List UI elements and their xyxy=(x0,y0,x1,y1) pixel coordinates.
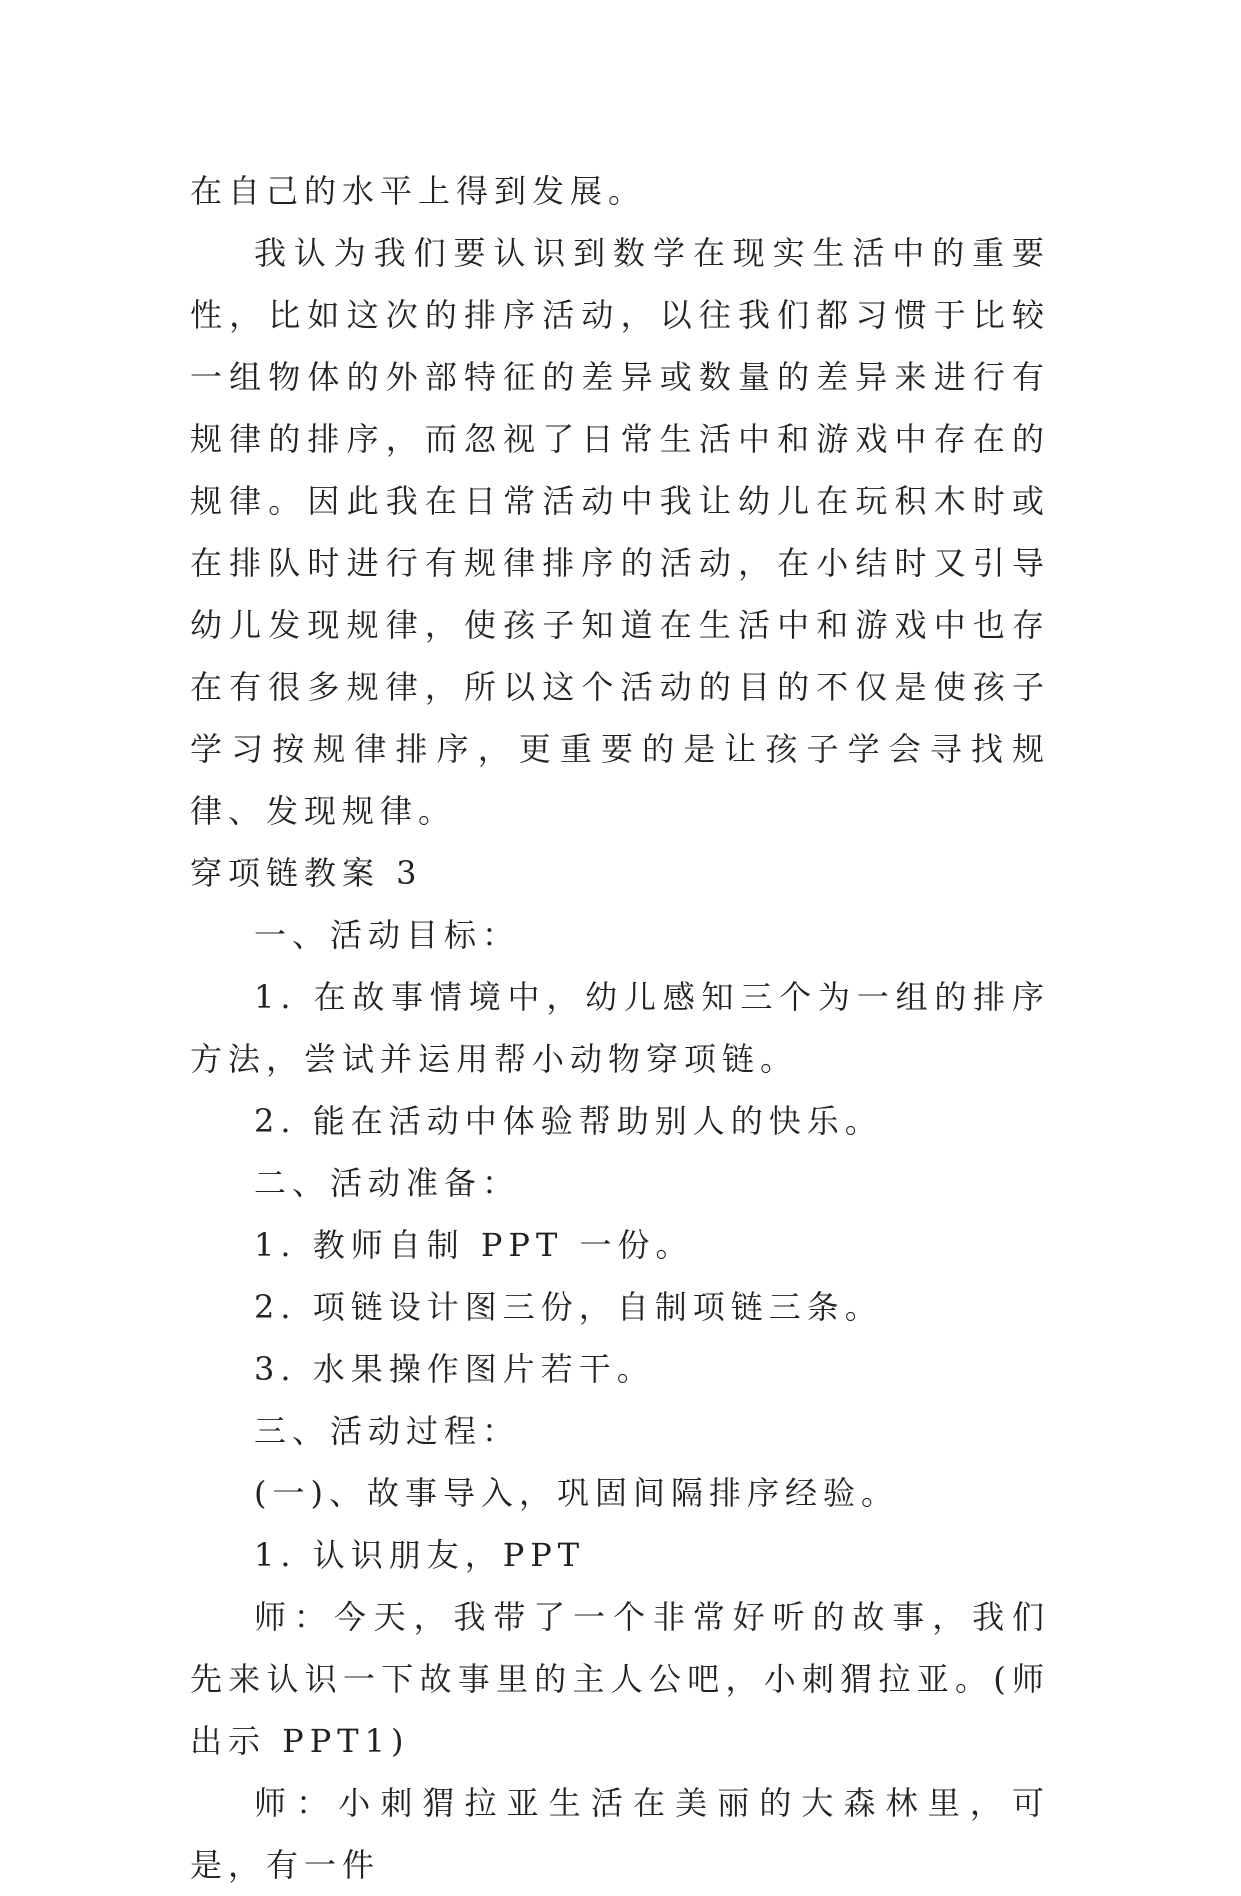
paragraph: 2. 项链设计图三份，自制项链三条。 xyxy=(254,1288,883,1326)
paragraph: (一)、故事导入，巩固间隔排序经验。 xyxy=(254,1474,899,1512)
paragraph: 我认为我们要认识到数学在现实生活中的重要性，比如这次的排序活动，以往我们都习惯于比较一组物体的外部特征的差异或数量的差异来进行有规律的排序，而忽视了日常生活中和游戏中存在的规律。因此我在日常活动中我让幼儿在玩积木时或在排队时进行有规律排序的活动，在小结时又引导幼儿发现规律，使孩子知道在生活中和游戏中也存在有很多规律，所以这个活动的目的不仅是使孩子学习按规律排序，更重要的是让孩子学会寻找规律、发现规律。 xyxy=(190,234,1050,830)
paragraph: 师：今天，我带了一个非常好听的故事，我们先来认识一下故事里的主人公吧，小刺猬拉亚。(师出示 PPT1) xyxy=(190,1598,1050,1760)
paragraph: 在自己的水平上得到发展。 xyxy=(190,172,647,210)
paragraph: 1. 教师自制 PPT 一份。 xyxy=(254,1226,694,1264)
document-body xyxy=(190,160,1050,1896)
paragraph: 三、活动过程： xyxy=(254,1412,521,1450)
paragraph: 1. 认识朋友，PPT xyxy=(254,1536,586,1574)
paragraph: 2. 能在活动中体验帮助别人的快乐。 xyxy=(254,1102,883,1140)
paragraph: 二、活动准备： xyxy=(254,1164,521,1202)
section-heading: 穿项链教案 3 xyxy=(190,854,423,892)
paragraph: 3. 水果操作图片若干。 xyxy=(254,1350,655,1388)
paragraph: 师：小刺猬拉亚生活在美丽的大森林里，可是，有一件 xyxy=(190,1784,1050,1884)
paragraph: 1. 在故事情境中，幼儿感知三个为一组的排序方法，尝试并运用帮小动物穿项链。 xyxy=(190,978,1050,1078)
paragraph: 一、活动目标： xyxy=(254,916,521,954)
